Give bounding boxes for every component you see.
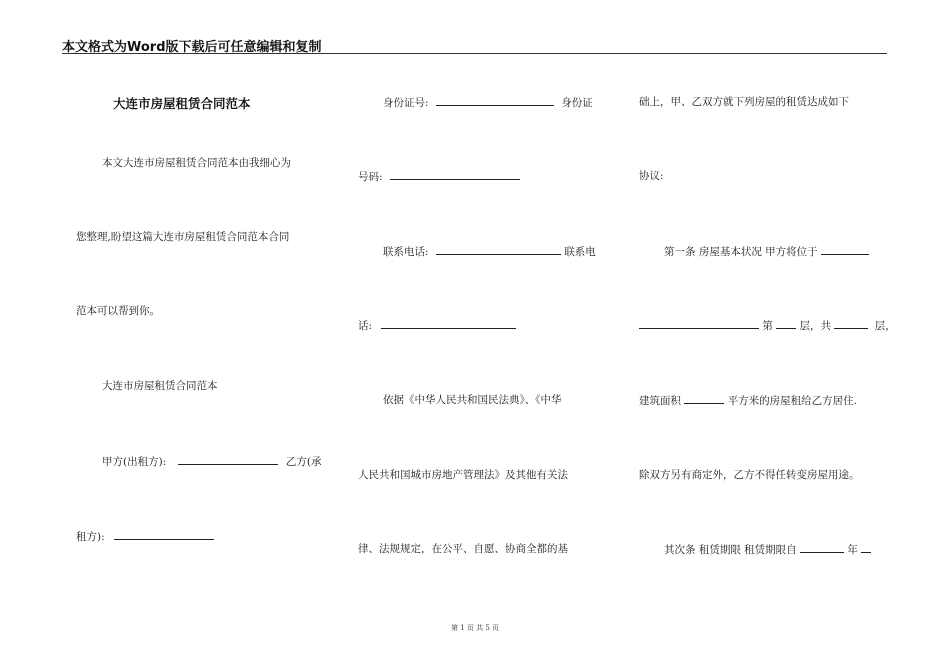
id-line-2 (358, 168, 520, 184)
article-1-line-4: 除双方另有商定外，乙方不得任转变房屋用途。 (639, 469, 860, 481)
id-blank (436, 94, 554, 106)
article-1-prefix: 第一条 房屋基本状况 甲方将位于 (664, 246, 818, 258)
id-label: 身份证号: (383, 97, 429, 109)
party-b-label-cont: 租方): (76, 531, 105, 543)
party-a-blank (178, 453, 278, 465)
article-1-line-1 (664, 243, 869, 259)
article-1-address-blank (639, 317, 759, 329)
party-a-line (102, 453, 322, 469)
party-a-label: 甲方(出租方): (102, 456, 167, 468)
basis-line-3: 律、法规规定，在公平、自愿、协商全都的基 (358, 543, 568, 555)
article-1-floor: 第 (762, 320, 773, 332)
article-2-year-blank (861, 541, 871, 553)
article-1-line-2 (639, 317, 896, 333)
phone-line (383, 243, 596, 259)
article-1-area-blank (684, 392, 724, 404)
basis-line-5: 协议: (639, 170, 664, 182)
article-2-year: 年 (847, 544, 858, 556)
intro-line-3: 范本可以帮到你。 (76, 305, 160, 317)
article-1-line-3 (639, 392, 857, 408)
phone-line-2 (358, 317, 516, 333)
article-2-prefix: 其次条 租赁期限 租赁期限自 (664, 544, 797, 556)
article-1-total-floor-blank (834, 317, 868, 329)
document-title: 大连市房屋租赁合同范本 (113, 96, 251, 111)
article-1-floor-blank (776, 317, 796, 329)
basis-line-4: 础上，甲、乙双方就下列房屋的租赁达成如下 (639, 96, 849, 108)
article-1-area-prefix: 建筑面积 (639, 395, 681, 407)
page-footer: 第 1 页 共 5 页 (450, 624, 500, 632)
basis-line-1: 依据《中华人民共和国民法典》、《中华 (383, 394, 562, 406)
party-b-blank (114, 528, 214, 540)
id-label-2-cont: 号码: (358, 171, 383, 183)
article-1-floor-total: 层， (874, 320, 896, 332)
phone-blank-2 (381, 317, 516, 329)
article-1-floor-unit: 层，共 (799, 320, 832, 332)
party-b-line (76, 528, 214, 544)
phone-label: 联系电话: (383, 246, 429, 258)
header-text: 本文格式为Word版下载后可任意编辑和复制 (62, 40, 322, 55)
intro-line-1: 本文大连市房屋租赁合同范本由我细心为 (102, 157, 291, 169)
phone-label-2: 联系电 (564, 246, 596, 258)
article-2-start-blank (800, 541, 844, 553)
phone-blank (436, 243, 561, 255)
id-line (383, 94, 593, 110)
id-blank-2 (390, 168, 520, 180)
page-header (62, 33, 887, 54)
article-2-line-1 (664, 541, 871, 557)
party-b-label: 乙方(承 (285, 456, 322, 468)
phone-label-2-cont: 话: (358, 320, 373, 332)
basis-line-2: 人民共和国城市房地产管理法》及其他有关法 (358, 469, 568, 481)
id-label-2: 身份证 (561, 97, 593, 109)
contract-subtitle: 大连市房屋租赁合同范本 (102, 380, 218, 392)
article-1-area-suffix: 平方米的房屋租给乙方居住. (727, 395, 858, 407)
article-1-location-blank (821, 243, 869, 255)
intro-line-2: 您整理,盼望这篇大连市房屋租赁合同范本合同 (76, 231, 290, 243)
